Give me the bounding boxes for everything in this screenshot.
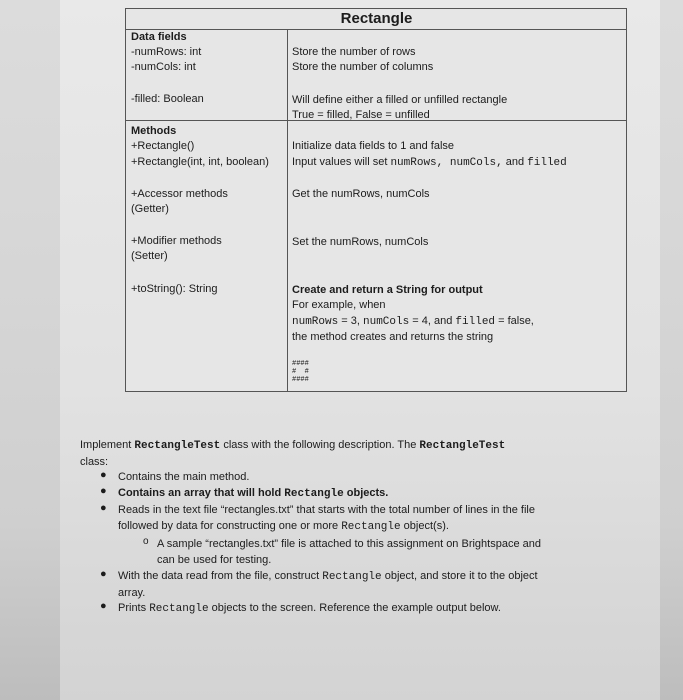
assignment-description bbox=[80, 437, 600, 470]
method-ctor-args: +Rectangle(int, int, boolean) bbox=[131, 156, 269, 168]
method-ctor-default: +Rectangle() bbox=[131, 140, 195, 152]
bullet-main-method: Contains the main method. bbox=[118, 471, 250, 483]
intro-line: Implement RectangleTest class with the following description. The RectangleTest bbox=[80, 439, 506, 452]
ascii-rectangle: #### # # #### bbox=[292, 360, 309, 384]
bullet-dot: ● bbox=[100, 600, 107, 612]
bullet-construct: With the data read from the file, construct Rectangle object, and store it to the object array. bbox=[118, 570, 538, 599]
field-numcols: -numCols: int bbox=[131, 61, 196, 73]
field-numrows-desc: Store the number of rows bbox=[292, 46, 416, 58]
uml-class-diagram bbox=[125, 8, 627, 392]
sub-bullet-sample-file: A sample “rectangles.txt” file is attached to this assignment on Brightspace and can be used for testing. bbox=[157, 538, 541, 566]
field-filled: -filled: Boolean bbox=[131, 93, 204, 105]
bullet-read-file: Reads in the text file “rectangles.txt” that starts with the total number of lines in the file followed by data for constructing one or more Rectangle object(s). bbox=[118, 504, 535, 533]
method-modifier-desc: Set the numRows, numCols bbox=[292, 236, 429, 248]
method-tostring: +toString(): String bbox=[131, 283, 218, 295]
bullet-print: Prints Rectangle objects to the screen. Reference the example output below. bbox=[118, 602, 501, 615]
sub-bullet-circle: o bbox=[143, 536, 149, 547]
intro-line-2: class: bbox=[80, 456, 109, 468]
data-fields-header: Data fields bbox=[131, 31, 187, 43]
method-accessor-sub: (Getter) bbox=[131, 203, 169, 215]
method-ctor-default-desc: Initialize data fields to 1 and false bbox=[292, 140, 455, 152]
field-filled-desc2: True = filled, False = unfilled bbox=[292, 109, 430, 121]
field-numrows: -numRows: int bbox=[131, 46, 202, 58]
method-tostring-desc4: the method creates and returns the string bbox=[292, 331, 494, 343]
column-divider bbox=[287, 29, 288, 391]
method-modifier: +Modifier methods bbox=[131, 235, 222, 247]
field-filled-desc: Will define either a filled or unfilled rectangle bbox=[292, 94, 508, 106]
bullet-dot: ● bbox=[100, 469, 107, 481]
method-accessor: +Accessor methods bbox=[131, 188, 228, 200]
method-tostring-desc1: Create and return a String for output bbox=[292, 284, 483, 296]
method-ctor-args-desc: Input values will set numRows, numCols, and filled bbox=[292, 156, 567, 169]
method-tostring-desc3: numRows = 3, numCols = 4, and filled = false, bbox=[292, 315, 534, 328]
bullet-dot: ● bbox=[100, 485, 107, 497]
method-modifier-sub: (Setter) bbox=[131, 250, 168, 262]
method-tostring-desc2: For example, when bbox=[292, 299, 386, 311]
method-accessor-desc: Get the numRows, numCols bbox=[292, 188, 430, 200]
bullet-dot: ● bbox=[100, 502, 107, 514]
bullet-array: Contains an array that will hold Rectangle objects. bbox=[118, 487, 389, 500]
bullet-dot: ● bbox=[100, 568, 107, 580]
class-name: Rectangle bbox=[126, 9, 626, 30]
methods-header: Methods bbox=[131, 125, 177, 137]
field-numcols-desc: Store the number of columns bbox=[292, 61, 434, 73]
